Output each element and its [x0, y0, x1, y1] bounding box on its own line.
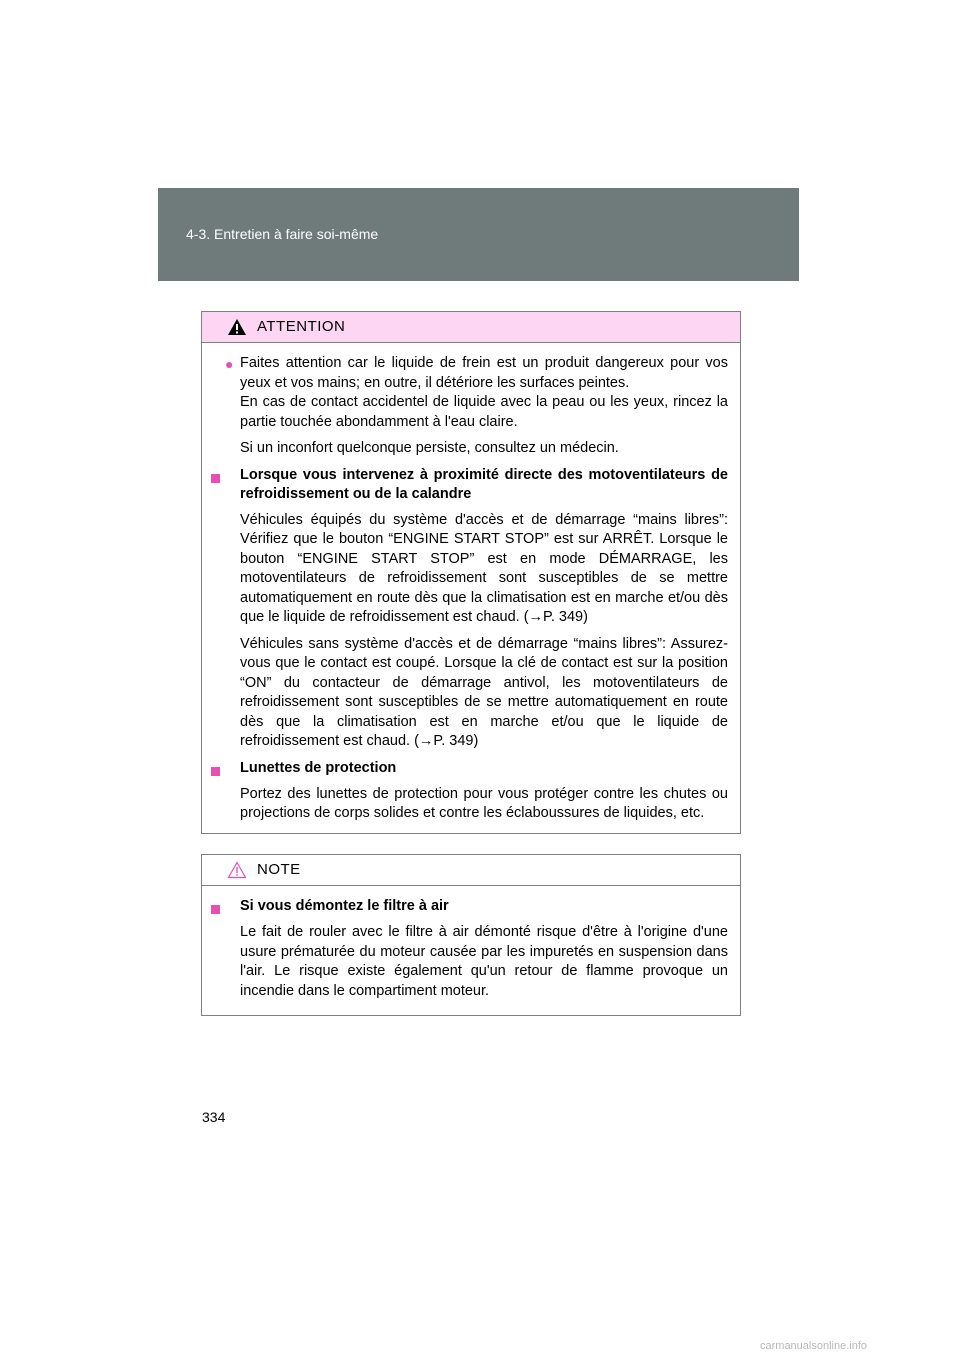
air-filter-text: Le fait de rouler avec le filtre à air démonté risque d'être à l'origine d'une usure prématurée du moteur causée par les impuretés en suspension dans l'air. Le risque existe également qu'un retour de flamme provoque un incendie dans le compartiment moteur.	[240, 924, 728, 999]
warning-icon	[227, 318, 247, 341]
square-bullet-icon	[211, 901, 220, 917]
brake-fluid-text-3: Si un inconfort quelconque persiste, consultez un médecin.	[240, 440, 619, 456]
goggles-item	[202, 785, 740, 824]
brake-fluid-text-2: En cas de contact accidentel de liquide avec la peau ou les yeux, rincez la partie touchée abondamment à l'eau claire.	[240, 394, 728, 430]
attention-header	[202, 312, 740, 343]
square-bullet-icon	[211, 470, 220, 486]
cooling-fan-heading: Lorsque vous intervenez à proximité directe des motoventilateurs de refroidissement ou de la calandre	[202, 466, 740, 504]
square-bullet-icon	[211, 763, 220, 779]
brake-fluid-text-1: Faites attention car le liquide de frein est un produit dangereux pour vos yeux et vos mains; en outre, il détériore les surfaces peintes.	[240, 355, 728, 391]
circle-bullet-icon: ●	[225, 356, 234, 372]
air-filter-item	[202, 923, 740, 1001]
note-content	[202, 897, 740, 1001]
goggles-heading: Lunettes de protection	[202, 759, 740, 778]
chapter-title: 4-3. Entretien à faire soi-même	[186, 226, 379, 242]
chapter-header-band	[158, 188, 799, 281]
page-number: 334	[202, 1109, 226, 1125]
cooling-fan-text-2: Véhicules sans système d'accès et de démarrage “mains libres”: Assurez-vous que le contact est coupé. Lorsque la clé de contact est sur la position “ON” du contacteur de démarrage antivol, les motoventilateurs de refroidissement sont susceptibles de se mettre automatiquement en route dès que la climatisation est en marche et/ou que le liquide de refroidissement est chaud. (→P. 349)	[240, 635, 728, 749]
note-box	[201, 854, 741, 1016]
brake-fluid-item	[202, 354, 740, 459]
attention-content	[202, 354, 740, 824]
attention-label: ATTENTION	[257, 318, 346, 335]
caution-outline-icon	[227, 861, 247, 884]
watermark: carmanualsonline.info	[760, 1340, 868, 1352]
cooling-fan-item	[202, 511, 740, 752]
note-header	[202, 855, 740, 886]
attention-box	[201, 311, 741, 834]
note-label: NOTE	[257, 861, 301, 878]
goggles-text: Portez des lunettes de protection pour vous protéger contre les chutes ou projections de corps solides et contre les éclaboussures de liquides, etc.	[240, 785, 728, 821]
cooling-fan-text-1: Véhicules équipés du système d'accès et de démarrage “mains libres”: Vérifiez que le bouton “ENGINE START STOP” est sur ARRÊT. Lorsque le bouton “ENGINE START STOP” est en mode DÉMARRAGE, les motoventilateurs de refroidissement sont susceptibles de se mettre automatiquement en route dès que la climatisation est en marche et/ou dès que le liquide de refroidissement est chaud. (→P. 349)	[240, 511, 728, 625]
air-filter-heading: Si vous démontez le filtre à air	[202, 897, 740, 916]
